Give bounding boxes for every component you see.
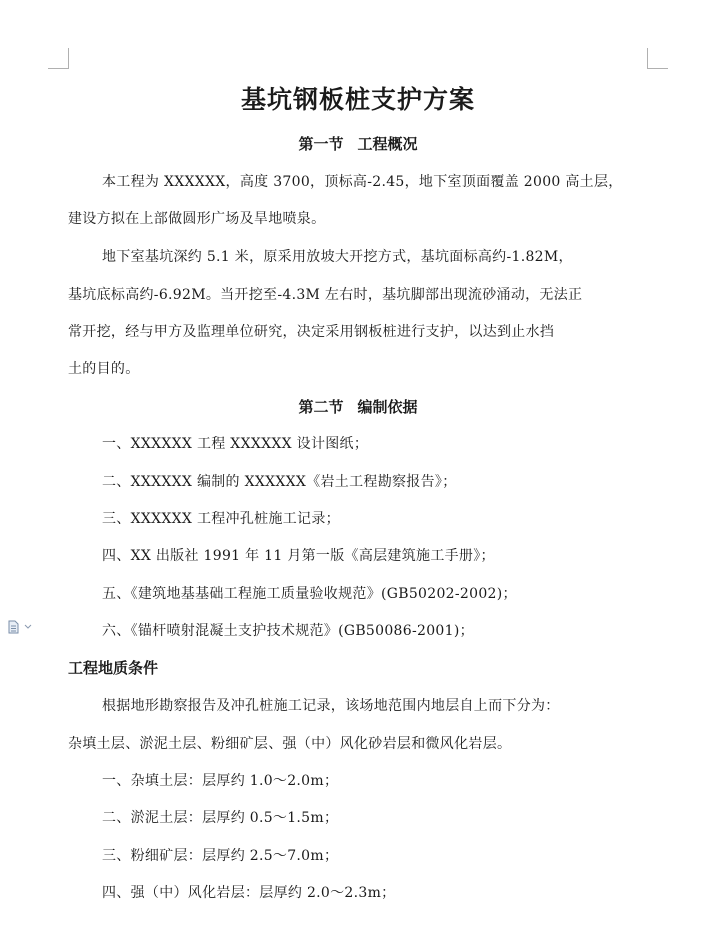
list-item: 一、杂填土层：层厚约 1.0～2.0m； [102, 773, 339, 789]
section-2-heading [68, 396, 648, 417]
paragraph-line: 建设方拟在上部做圆形广场及旱地喷泉。 [68, 211, 326, 227]
list-item: 二、XXXXXX 编制的 XXXXXX《岩土工程勘察报告》； [102, 474, 457, 490]
list-item: 一、XXXXXX 工程 XXXXXX 设计图纸； [102, 436, 369, 452]
list-item: 三、XXXXXX 工程冲孔桩施工记录； [102, 511, 340, 527]
list-item: 六、《锚杆喷射混凝土支护技术规范》(GB50086-2001)； [102, 623, 474, 639]
section-1-number: 第一节 [298, 135, 344, 153]
paragraph-line: 地下室基坑深约 5.1 米，原采用放坡大开挖方式，基坑面标高约-1.82M， [102, 249, 573, 265]
list-item: 四、强（中）风化岩层：层厚约 2.0～2.3m； [102, 885, 396, 901]
section-1-heading [68, 133, 648, 154]
paragraph-line: 根据地形勘察报告及冲孔桩施工记录，该场地范围内地层自上而下分为： [102, 698, 560, 714]
section-3-heading: 工程地质条件 [68, 659, 159, 677]
section-1-title: 工程概况 [357, 135, 418, 153]
paragraph-line: 基坑底标高约-6.92M。当开挖至-4.3M 左右时，基坑脚部出现流砂涌动，无法正 [68, 287, 583, 303]
list-item: 二、淤泥土层：层厚约 0.5～1.5m； [102, 810, 339, 826]
chevron-down-icon[interactable] [24, 624, 32, 630]
page-margin-corner-top-right [647, 48, 668, 69]
paragraph-line: 常开挖，经与甲方及监理单位研究，决定采用钢板桩进行支护，以达到止水挡 [68, 324, 555, 340]
document-title: 基坑钢板桩支护方案 [240, 85, 475, 114]
document-options-icon[interactable] [8, 620, 20, 634]
list-item: 四、XX 出版社 1991 年 11 月第一版《高层建筑施工手册》； [102, 548, 495, 564]
paragraph-line: 土的目的。 [68, 361, 140, 377]
list-item: 三、粉细矿层：层厚约 2.5～7.0m； [102, 848, 339, 864]
paragraph-line: 本工程为 XXXXXX，高度 3700，顶标高-2.45，地下室顶面覆盖 2000 高土层， [102, 174, 623, 190]
section-2-title: 编制依据 [357, 398, 418, 416]
paragraph-line: 杂填土层、淤泥土层、粉细矿层、强（中）风化砂岩层和微风化岩层。 [68, 736, 512, 752]
section-2-number: 第二节 [298, 398, 344, 416]
list-item: 五、《建筑地基基础工程施工质量验收规范》(GB50202-2002)； [102, 586, 517, 602]
page-margin-corner-top-left [48, 48, 69, 69]
